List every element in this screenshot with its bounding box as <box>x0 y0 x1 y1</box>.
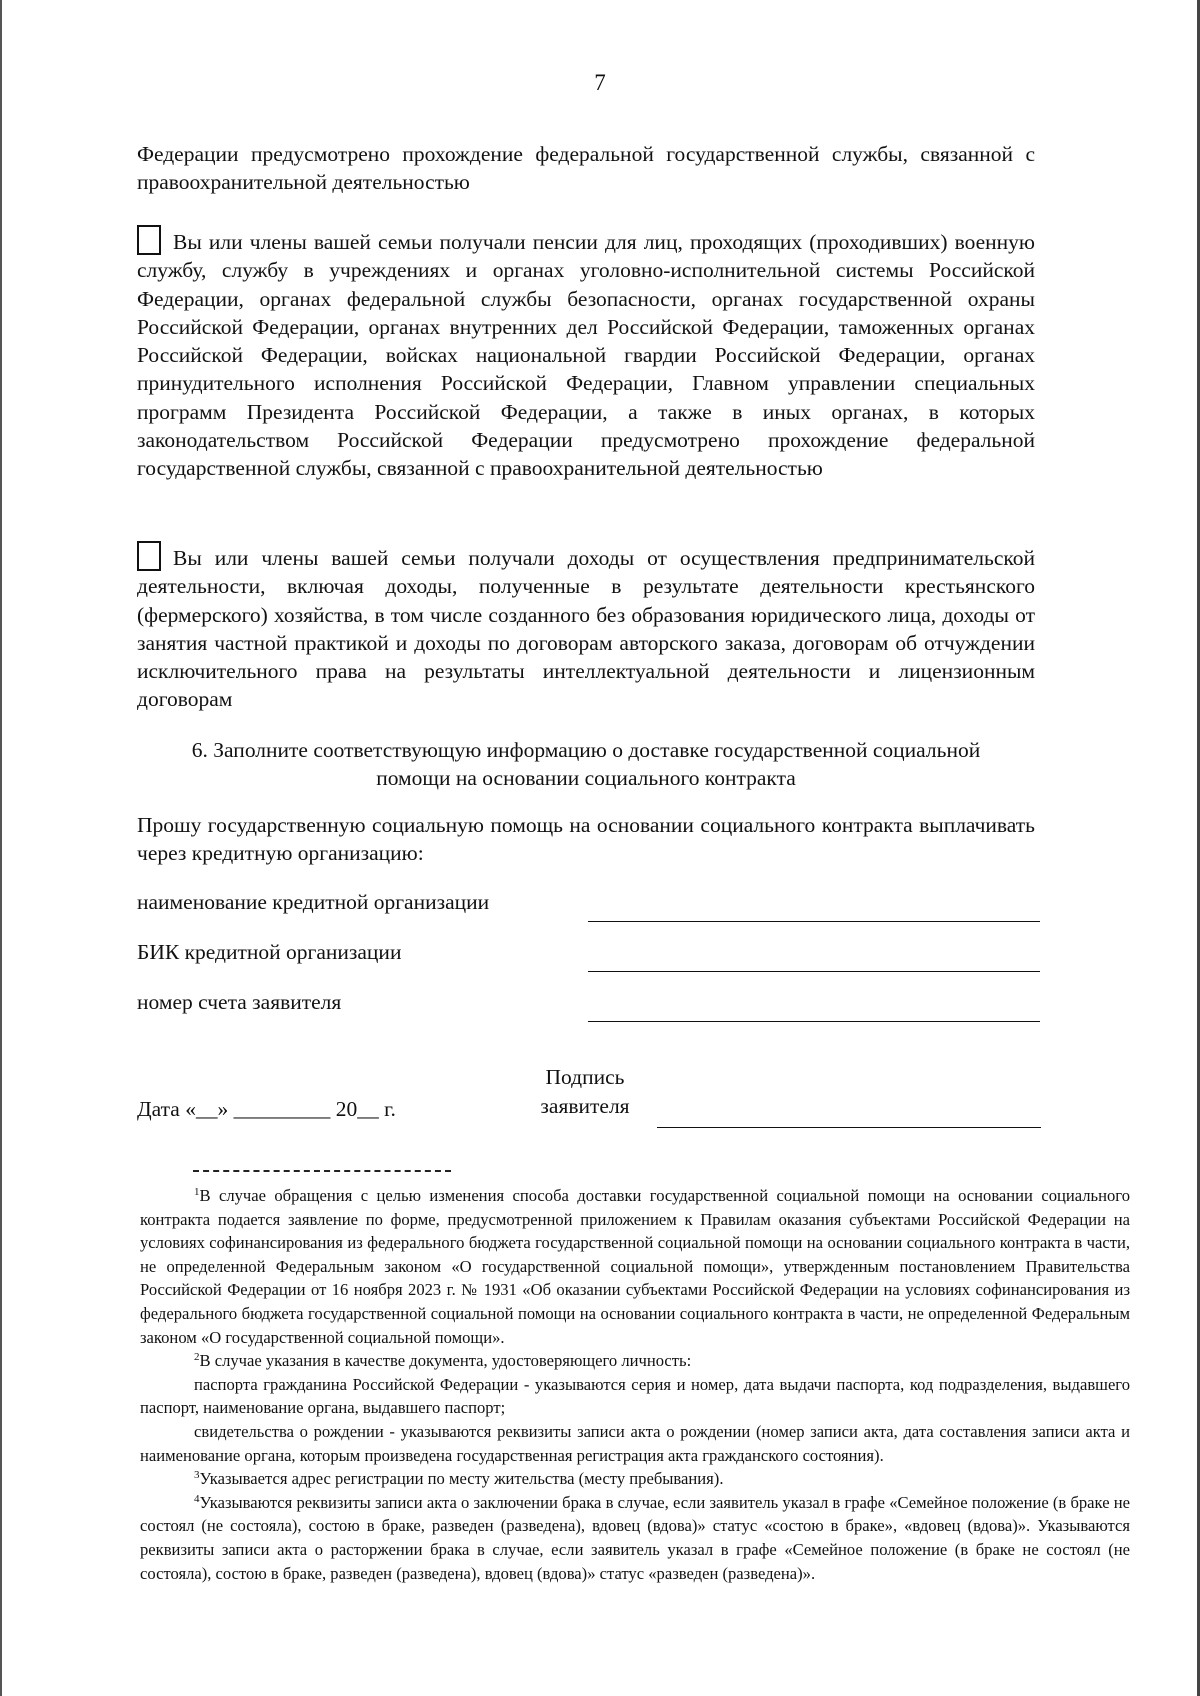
footnote-mark: 1 <box>194 1186 200 1198</box>
footnote-mark: 4 <box>194 1492 200 1505</box>
footnote-4 <box>140 1491 1130 1585</box>
signature-label <box>530 1063 640 1120</box>
footnote-separator <box>193 1170 451 1172</box>
signature-label-line1: Подпись <box>545 1065 625 1089</box>
footnote-text: Указывается адрес регистрации по месту жительства (месту пребывания). <box>199 1469 724 1489</box>
field-label-account-number: номер счета заявителя <box>137 990 342 1014</box>
section6-heading <box>137 736 1035 793</box>
field-label-bank-name: наименование кредитной организации <box>137 890 490 914</box>
checkbox-item-business-income <box>137 541 1035 714</box>
business-income-checkbox[interactable] <box>137 541 161 571</box>
intro-paragraph: Федерации предусмотрено прохождение федеральной государственной службы, связанной с правоохранительной деятельностью <box>137 142 1035 195</box>
signature-label-line2: заявителя <box>540 1093 630 1118</box>
bik-input-line[interactable] <box>588 971 1040 972</box>
page-number: 7 <box>594 70 606 95</box>
footnote-text: В случае обращения с целью изменения способа доставки государственной социальной помощи на основании социального контракта подается заявление по форме, предусмотренной приложением к Правилам оказания субъектами Российской Федерации на условиях софинансирования из федерального бюджета государственной социальной помощи на основании социального контракта в части, не определенной Федеральным законом «О государственной социальной помощи», утвержденным постановлением Правительства Российской Федерации от 16 ноября 2023 г. № 1931 «Об оказании субъектами Российской Федерации на условиях софинансирования из федерального бюджета государственной социальной помощи на основании социального контракта в части, не определенной Федеральным законом «О государственной социальной помощи». <box>140 1186 1130 1347</box>
signature-input-line[interactable] <box>657 1127 1041 1128</box>
footnote-text: Указываются реквизиты записи акта о заключении брака в случае, если заявитель указал в графе «Семейное положение (в браке не состоял (не состояла), состою в браке, разведен (разведена), вдовец (вдова)» статус «состою в браке», «вдовец (вдова)». Указываются реквизиты записи акта о расторжении брака в случае, если заявитель указал в графе «Семейное положение (в браке не состоял (не состояла), состою в браке, разведен (разведена), вдовец (вдова)» статус «разведен (разведена)». <box>140 1492 1130 1583</box>
checkbox-item-label: Вы или члены вашей семьи получали пенсии для лиц, проходящих (проходивших) военную службу, службу в учреждениях и органах уголовно-исполнительной системы Российской Федерации, органах федеральной службы безопасности, органах государственной охраны Российской Федерации, органах внутренних дел Российской Федерации, таможенных органах Российской Федерации, войсках национальной гвардии Российской Федерации, органах принудительного исполнения Российской Федерации, Главном управлении специальных программ Президента Российской Федерации, а также в иных органах, в которых законодательством Российской Федерации предусмотрено прохождение федеральной государственной службы, связанной с правоохранительной деятельностью <box>137 230 1035 481</box>
account-number-input-line[interactable] <box>588 1021 1040 1022</box>
section6-heading-line2: помощи на основании социального контракта <box>376 766 796 791</box>
checkbox-item-pension <box>137 225 1035 483</box>
footnotes <box>140 1184 1130 1585</box>
footnote-text: В случае указания в качестве документа, удостоверяющего личность: <box>199 1351 692 1371</box>
footnote-2-passport <box>140 1373 1130 1420</box>
date-field[interactable]: Дата «__» _________ 20__ г. <box>137 1097 396 1121</box>
footnote-text: свидетельства о рождении - указываются реквизиты записи акта о рождении (номер записи акта, дата составления записи акта и наименование органа, которым произведена государственная регистрация акта гражданского состояния). <box>140 1421 1130 1465</box>
bank-name-input-line[interactable] <box>588 921 1040 922</box>
footnote-3 <box>140 1467 1130 1491</box>
pension-checkbox[interactable] <box>137 225 161 255</box>
footnote-text: паспорта гражданина Российской Федерации - указываются серия и номер, дата выдачи паспорта, код подразделения, выдавшего паспорт, наименование органа, выдавшего паспорт; <box>140 1374 1130 1418</box>
field-label-bik: БИК кредитной организации <box>137 940 402 964</box>
footnote-mark: 3 <box>194 1469 200 1482</box>
footnote-mark: 2 <box>194 1351 200 1364</box>
footnote-2 <box>140 1349 1130 1373</box>
footnote-1 <box>140 1184 1130 1349</box>
page-edge-left <box>0 0 2 1696</box>
footnote-2-birth-certificate <box>140 1420 1130 1467</box>
checkbox-item-label: Вы или члены вашей семьи получали доходы от осуществления предпринимательской деятельности, включая доходы, полученные в результате деятельности крестьянского (фермерского) хозяйства, в том числе созданного без образования юридического лица, доходы от занятия частной практикой и доходы по договорам авторского заказа, договорам об отчуждении исключительного права на результаты интеллектуальной деятельности и лицензионным договорам <box>137 546 1035 712</box>
request-text: Прошу государственную социальную помощь на основании социального контракта выплачивать через кредитную организацию: <box>137 813 1035 866</box>
section6-heading-line1: 6. Заполните соответствующую информацию о доставке государственной социальной <box>191 738 981 762</box>
